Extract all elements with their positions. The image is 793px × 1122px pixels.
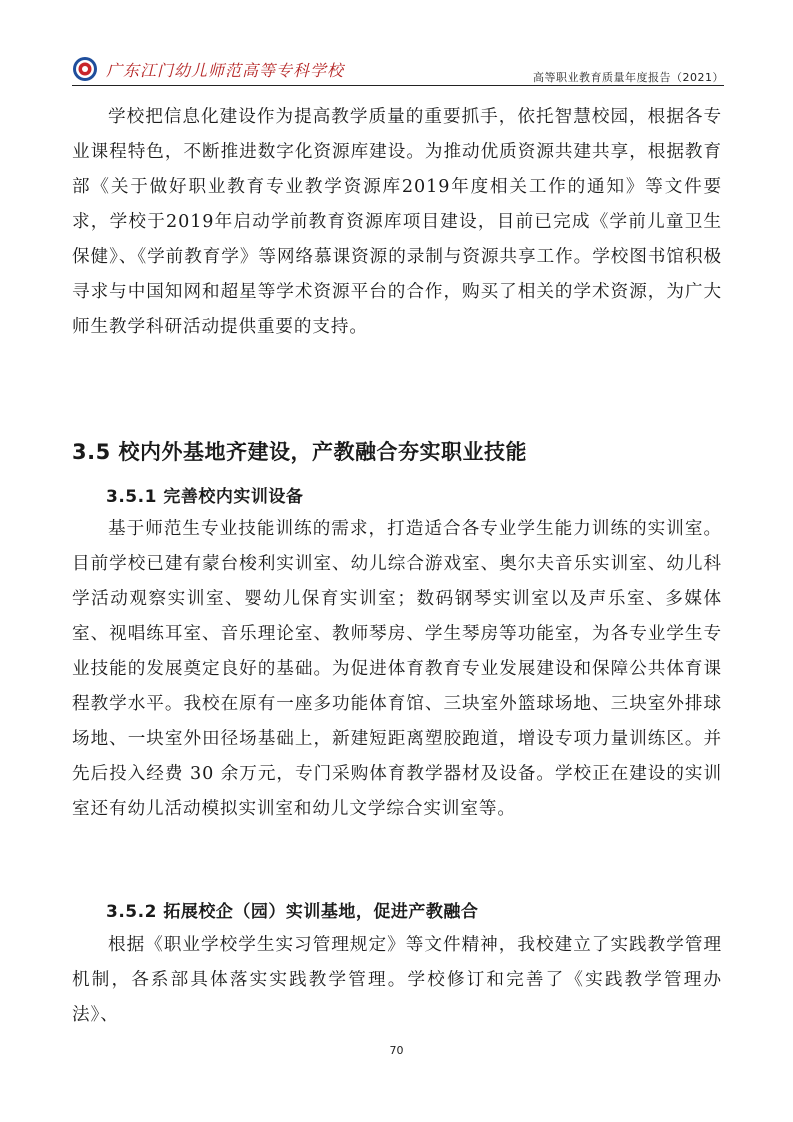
subsection-heading-2: 3.5.2 拓展校企（园）实训基地，促进产教融合 (106, 902, 479, 922)
header-divider (72, 85, 724, 86)
page-header (72, 50, 724, 86)
subsection-heading-1: 3.5.1 完善校内实训设备 (106, 487, 304, 507)
school-emblem-icon (72, 56, 98, 82)
paragraph-1: 学校把信息化建设作为提高教学质量的重要抓手，依托智慧校园，根据各专业课程特色，不断推进数字化资源库建设。为推动优质资源共建共享，根据教育部《关于做好职业教育专业教学资源库2019年度相关工作的通知》等文件要求，学校于2019年启动学前教育资源库项目建设，目前已完成《学前儿童卫生保健》、《学前教育学》等网络慕课资源的录制与资源共享工作。学校图书馆积极寻求与中国知网和超星等学术资源平台的合作，购买了相关的学术资源，为广大师生教学科研活动提供重要的支持。 (72, 107, 722, 337)
school-name: 广东江门幼儿师范高等专科学校 (106, 61, 345, 80)
paragraph-3: 根据《职业学校学生实习管理规定》等文件精神，我校建立了实践教学管理机制，各系部具体落实实践教学管理。学校修订和完善了《实践教学管理办法》、 (72, 935, 722, 1025)
paragraph-2: 基于师范生专业技能训练的需求，打造适合各专业学生能力训练的实训室。目前学校已建有蒙台梭利实训室、幼儿综合游戏室、奥尔夫音乐实训室、幼儿科学活动观察实训室、婴幼儿保育实训室；数码钢琴实训室以及声乐室、多媒体室、视唱练耳室、音乐理论室、教师琴房、学生琴房等功能室，为各专业学生专业技能的发展奠定良好的基础。为促进体育教育专业发展建设和保障公共体育课程教学水平。我校在原有一座多功能体育馆、三块室外篮球场地、三块室外排球场地、一块室外田径场基础上，新建短距离塑胶跑道，增设专项力量训练区。并先后投入经费 30 余万元，专门采购体育教学器材及设备。学校正在建设的实训室还有幼儿活动模拟实训室和幼儿文学综合实训室等。 (72, 519, 722, 819)
report-title: 高等职业教育质量年度报告（2021） (533, 71, 724, 84)
section-heading: 3.5 校内外基地齐建设，产教融合夯实职业技能 (72, 440, 528, 464)
page-number: 70 (389, 1044, 404, 1057)
